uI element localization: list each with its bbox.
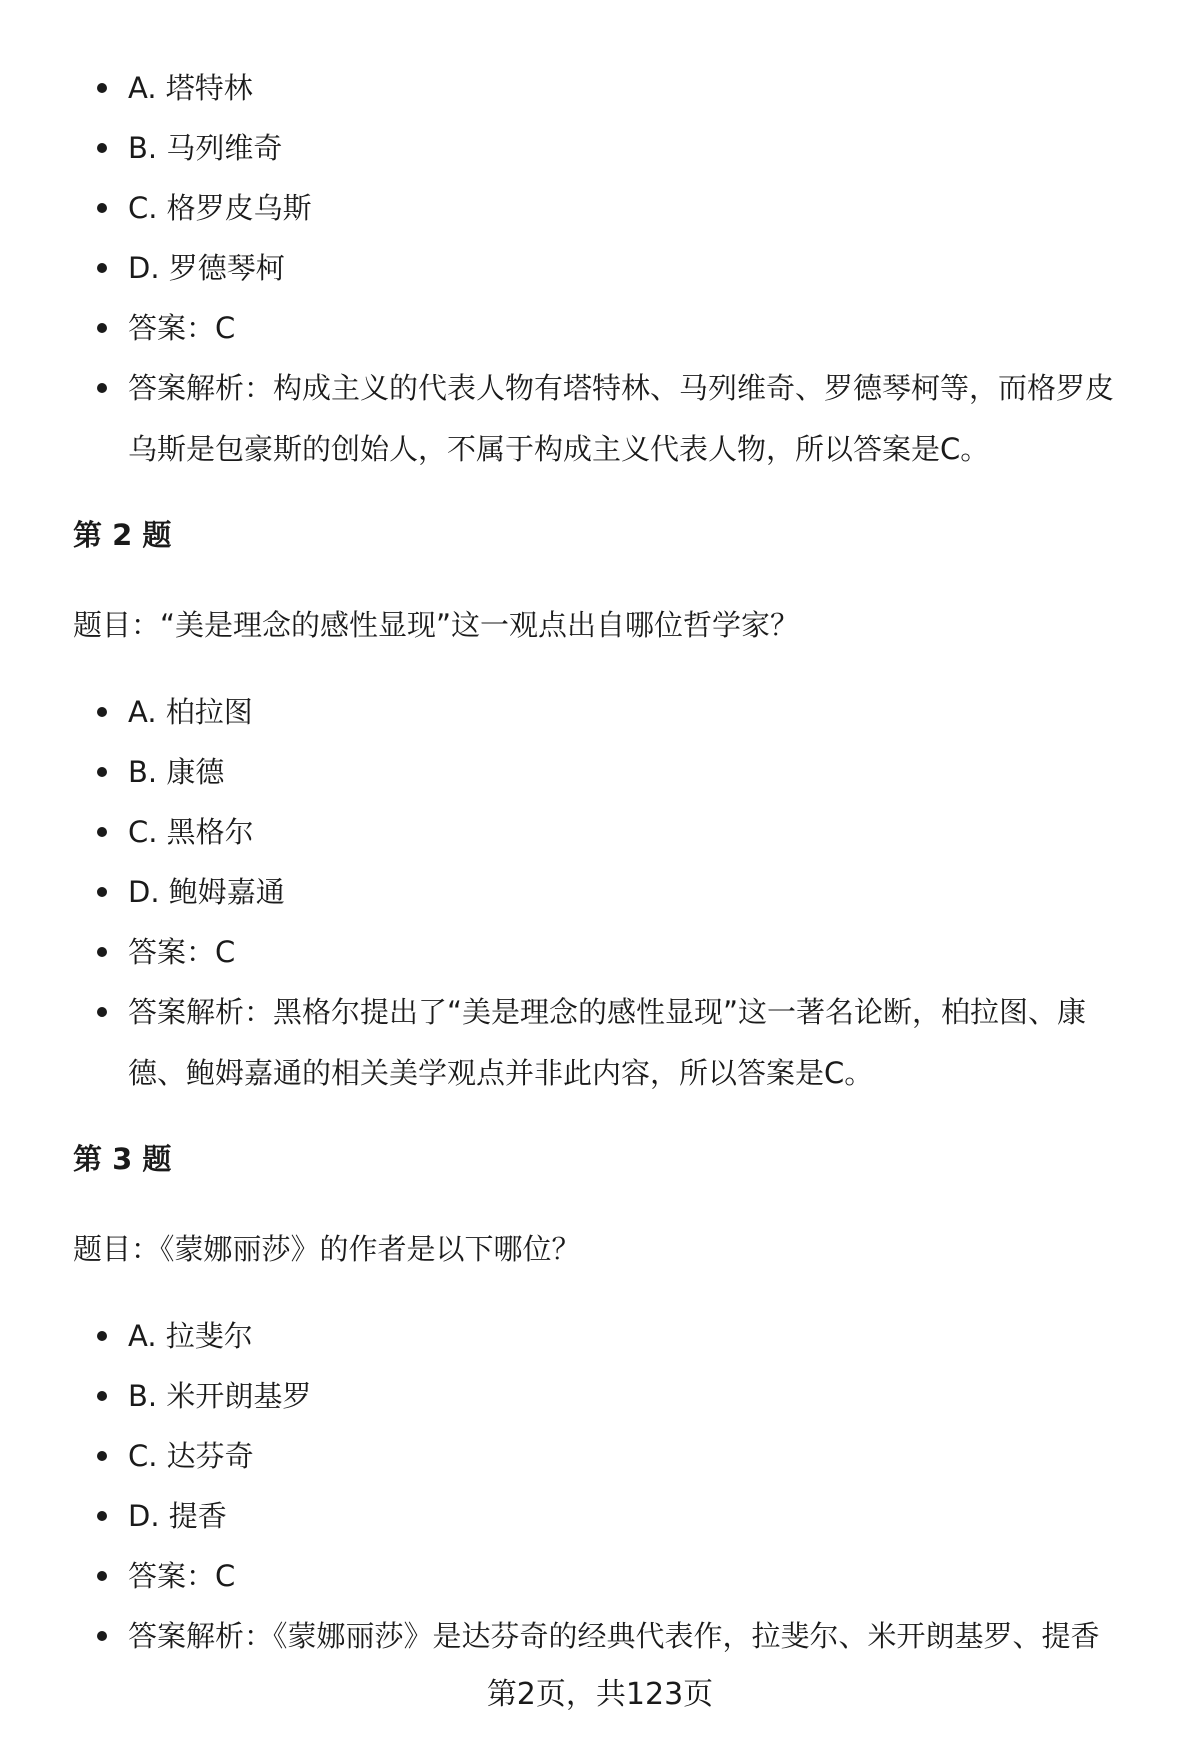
- q2-option-c: C. 黑格尔: [0, 802, 1200, 862]
- page-number: 第2页，共123页: [486, 1677, 714, 1712]
- q2-explanation: 答案解析：黑格尔提出了“美是理念的感性显现”这一著名论断，柏拉图、康德、鲍姆嘉通的相关美学观点并非此内容，所以答案是C。: [0, 982, 1200, 1104]
- q3-explanation: 答案解析：《蒙娜丽莎》是达芬奇的经典代表作，拉斐尔、米开朗基罗、提香: [0, 1606, 1200, 1666]
- q2-option-b: B. 康德: [0, 742, 1200, 802]
- q3-answer: 答案：C: [0, 1546, 1200, 1606]
- q1-option-b: B. 马列维奇: [0, 118, 1200, 178]
- q2-heading: 第 2 题: [73, 518, 172, 552]
- q1-answer: 答案：C: [0, 298, 1200, 358]
- q3-heading: 第 3 题: [73, 1142, 172, 1176]
- q1-option-a: A. 塔特林: [0, 58, 1200, 118]
- q2-option-list: [0, 682, 1200, 1104]
- q3-question: 题目：《蒙娜丽莎》的作者是以下哪位？: [73, 1232, 581, 1266]
- q3-option-a: A. 拉斐尔: [0, 1306, 1200, 1366]
- q3-option-b: B. 米开朗基罗: [0, 1366, 1200, 1426]
- q1-option-list: [0, 58, 1200, 480]
- q1-option-d: D. 罗德琴柯: [0, 238, 1200, 298]
- q1-option-c: C. 格罗皮乌斯: [0, 178, 1200, 238]
- q2-question: 题目：“美是理念的感性显现”这一观点出自哪位哲学家？: [73, 608, 800, 642]
- q3-option-d: D. 提香: [0, 1486, 1200, 1546]
- q2-option-d: D. 鲍姆嘉通: [0, 862, 1200, 922]
- q3-option-list: [0, 1306, 1200, 1666]
- q2-option-a: A. 柏拉图: [0, 682, 1200, 742]
- q1-explanation: 答案解析：构成主义的代表人物有塔特林、马列维奇、罗德琴柯等，而格罗皮乌斯是包豪斯的创始人，不属于构成主义代表人物，所以答案是C。: [0, 358, 1200, 480]
- q3-option-c: C. 达芬奇: [0, 1426, 1200, 1486]
- q2-answer: 答案：C: [0, 922, 1200, 982]
